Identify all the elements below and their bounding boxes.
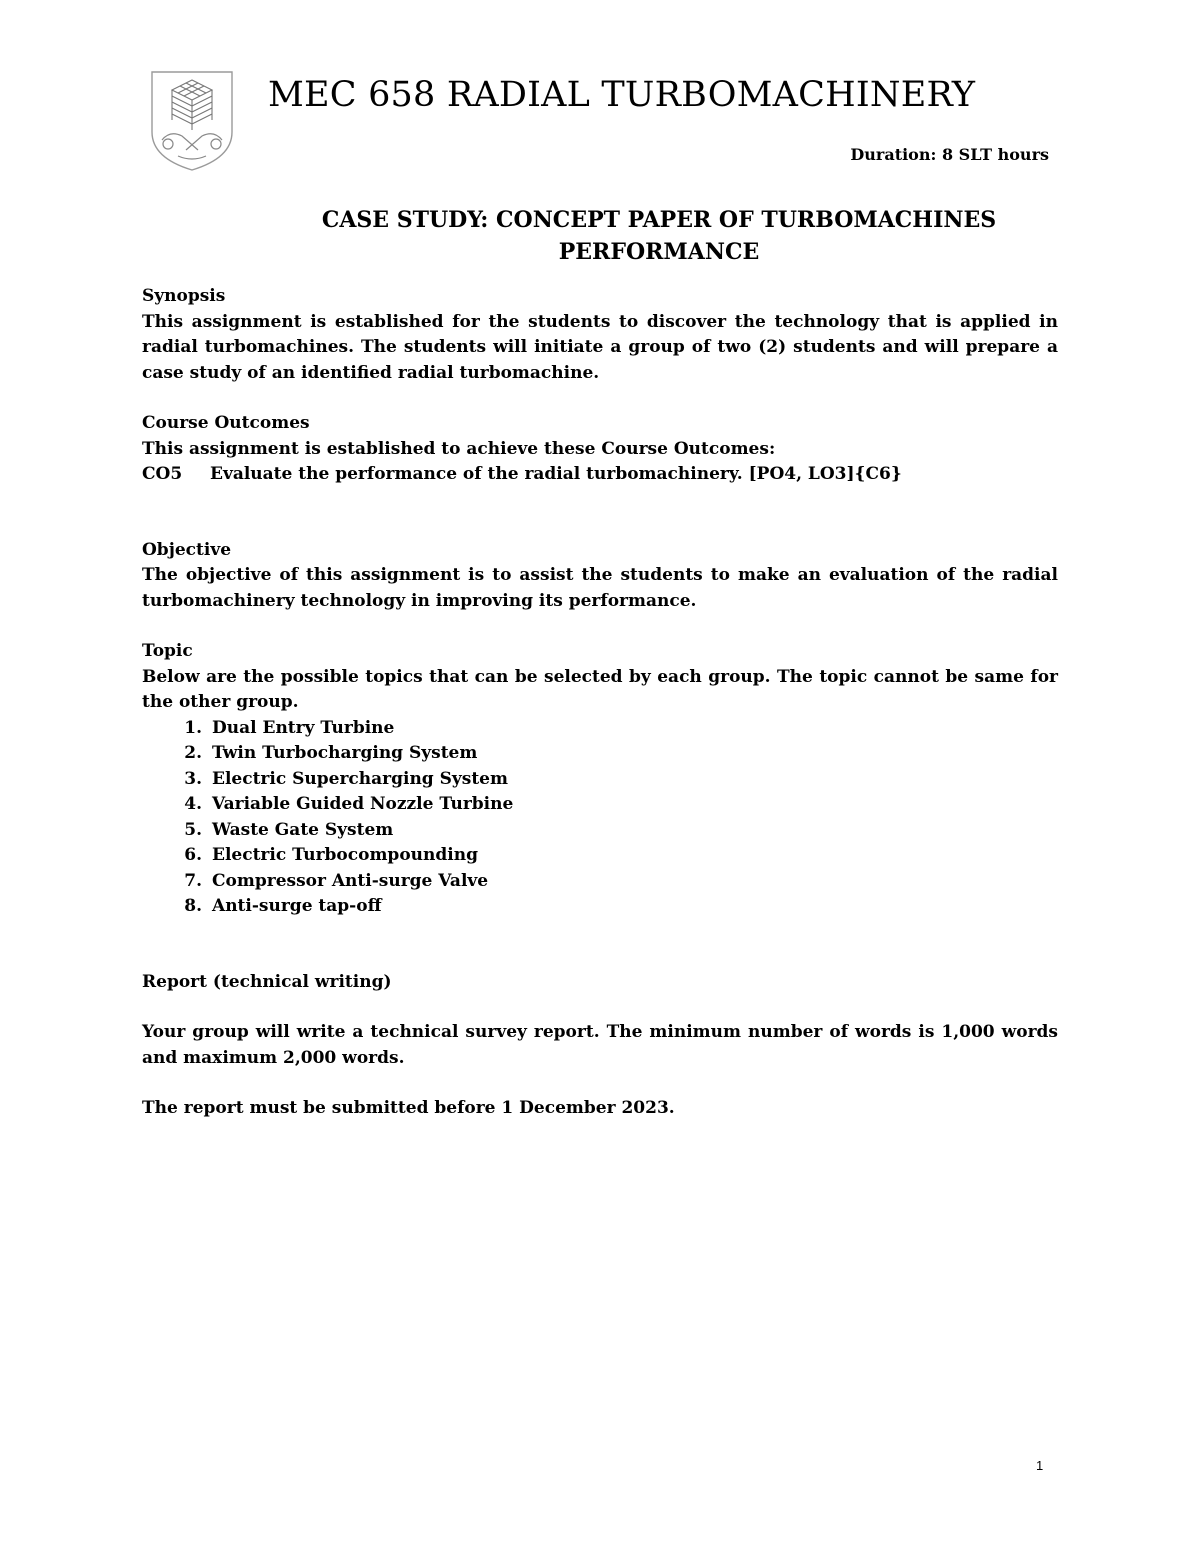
report-text: Your group will write a technical survey report. The minimum number of words is 1,000 words and maximum 2,000 words.: [142, 1022, 1058, 1068]
list-item: [142, 716, 1058, 742]
list-item-number: 7.: [184, 870, 202, 891]
list-item-number: 5.: [184, 819, 202, 840]
topic-list: [142, 716, 1058, 920]
objective-text: The objective of this assignment is to assist the students to make an evaluation of the radial turbomachinery technology in improving its performance.: [142, 565, 1058, 611]
list-item: [142, 741, 1058, 767]
list-item-label: Anti-surge tap-off: [212, 896, 382, 916]
list-item: [142, 818, 1058, 844]
university-crest-logo: [148, 70, 236, 172]
list-item-label: Variable Guided Nozzle Turbine: [212, 794, 514, 814]
document-body: [142, 284, 1058, 1122]
list-item: [142, 767, 1058, 793]
list-item-number: 3.: [184, 768, 202, 789]
page-number: 1: [1036, 1458, 1044, 1473]
course-title: MEC 658 RADIAL TURBOMACHINERY: [268, 75, 976, 115]
list-item: [142, 843, 1058, 869]
list-item-label: Waste Gate System: [212, 819, 394, 840]
report-deadline: The report must be submitted before 1 December 2023.: [142, 1098, 675, 1118]
course-outcome-item: [142, 462, 1058, 488]
duration-label: Duration: 8 SLT hours: [850, 145, 1049, 164]
list-item-number: 4.: [184, 794, 202, 814]
report-heading: Report (technical writing): [142, 971, 392, 992]
synopsis-heading: Synopsis: [142, 286, 226, 306]
objective-heading: Objective: [142, 539, 232, 560]
list-item-label: Electric Turbocompounding: [212, 845, 478, 865]
case-study-title: CASE STUDY: CONCEPT PAPER OF TURBOMACHINES PERFORMANCE: [321, 207, 997, 265]
course-outcome-text: Evaluate the performance of the radial turbomachinery. [PO4, LO3]{C6}: [210, 464, 902, 484]
list-item-number: 8.: [184, 896, 202, 916]
course-outcomes-heading: Course Outcomes: [142, 413, 310, 433]
list-item-number: 6.: [184, 845, 202, 865]
list-item: [142, 792, 1058, 818]
course-outcomes-intro: This assignment is established to achieve these Course Outcomes:: [142, 438, 776, 459]
list-item-number: 1.: [184, 717, 202, 738]
topic-heading: Topic: [142, 641, 193, 661]
list-item-number: 2.: [184, 743, 202, 763]
list-item: [142, 894, 1058, 920]
list-item-label: Dual Entry Turbine: [212, 717, 395, 738]
topic-intro: Below are the possible topics that can be selected by each group. The topic cannot be same for the other group.: [142, 666, 1058, 712]
list-item: [142, 869, 1058, 895]
list-item-label: Twin Turbocharging System: [212, 743, 478, 763]
list-item-label: Compressor Anti-surge Valve: [212, 870, 489, 891]
course-outcome-code: CO5: [142, 464, 183, 484]
synopsis-text: This assignment is established for the students to discover the technology that is applied in radial turbomachines. The students will initiate a group of two (2) students and will prepare a case study of an identified radial turbomachine.: [142, 311, 1058, 383]
list-item-label: Electric Supercharging System: [212, 768, 508, 789]
